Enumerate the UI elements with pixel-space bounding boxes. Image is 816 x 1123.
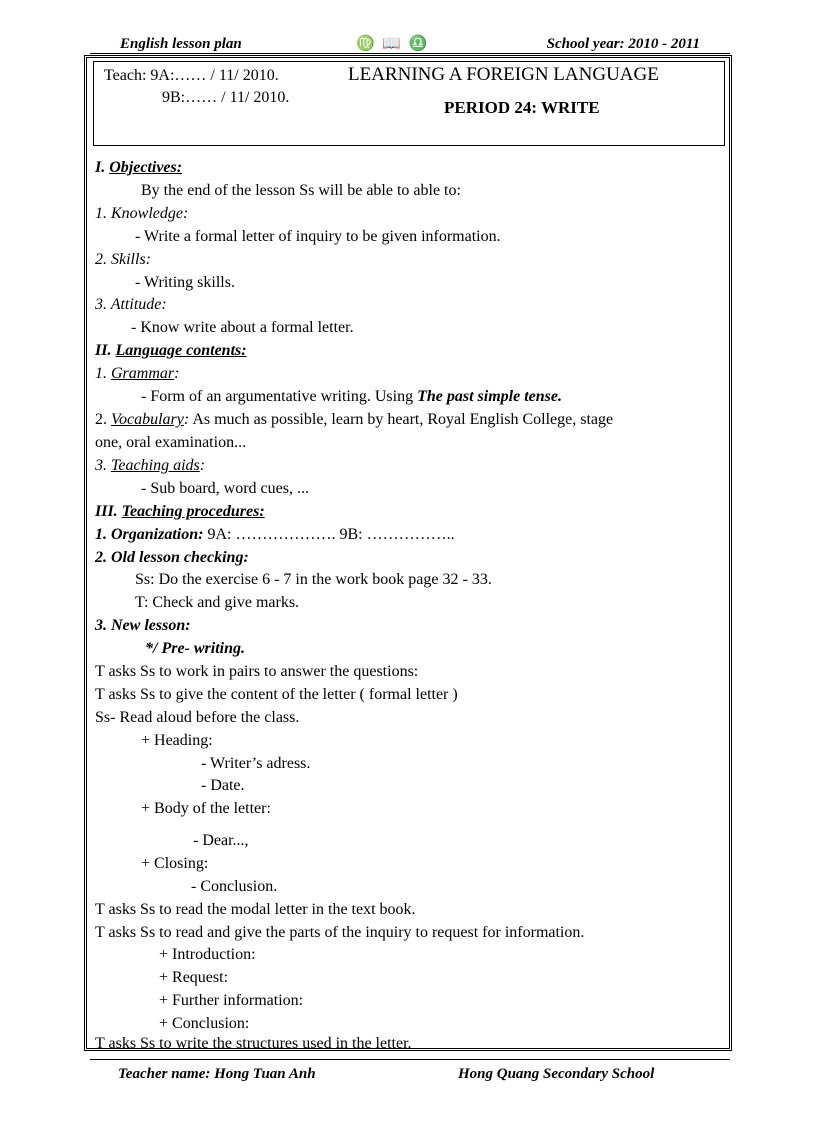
- skills-item: - Writing skills.: [135, 274, 235, 291]
- further-info-item: + Further information:: [159, 992, 304, 1009]
- grammar-item: - Form of an argumentative writing. Using The past simple tense.: [141, 388, 562, 405]
- body-item: + Body of the letter:: [141, 800, 271, 817]
- aids-item: - Sub board, word cues, ...: [141, 480, 309, 497]
- old-lesson-label: 2. Old lesson checking:: [95, 549, 249, 566]
- objectives-heading: I. Objectives:: [95, 159, 183, 176]
- introduction-item: + Introduction:: [159, 946, 256, 963]
- attitude-label: 3. Attitude:: [95, 296, 167, 313]
- pre-writing-line-3: Ss- Read aloud before the class.: [95, 709, 300, 726]
- heading-item: + Heading:: [141, 732, 213, 749]
- vocabulary-line: 2. Vocabulary: As much as possible, learn by heart, Royal English College, stage: [95, 411, 614, 428]
- old-lesson-t: T: Check and give marks.: [135, 594, 300, 611]
- teach-dates: [104, 65, 289, 109]
- language-heading: II. Language contents:: [95, 342, 247, 359]
- lesson-frame: [84, 55, 732, 1051]
- date-item: - Date.: [201, 777, 245, 794]
- organization-line: 1. Organization: 9A: ………………. 9B: ……………..: [95, 526, 455, 543]
- old-lesson-ss: Ss: Do the exercise 6 - 7 in the work book page 32 - 33.: [135, 571, 492, 588]
- skills-label: 2. Skills:: [95, 251, 151, 268]
- aids-label: 3. Teaching aids:: [95, 457, 206, 474]
- teach-9b: 9B:…… / 11/ 2010.: [162, 89, 290, 106]
- objectives-intro: By the end of the lesson Ss will be able to able to:: [141, 182, 461, 199]
- knowledge-item: - Write a formal letter of inquiry to be given information.: [135, 228, 501, 245]
- dear-item: - Dear...,: [193, 832, 249, 849]
- footer-divider: [90, 1059, 730, 1060]
- footer-school: Hong Quang Secondary School: [458, 1066, 655, 1082]
- conclusion-item: - Conclusion.: [191, 878, 278, 895]
- knowledge-label: 1. Knowledge:: [95, 205, 189, 222]
- teach-9a: Teach: 9A:…… / 11/ 2010.: [104, 67, 279, 84]
- closing-item: + Closing:: [141, 855, 209, 872]
- procedures-heading: III. Teaching procedures:: [95, 503, 265, 520]
- footer-teacher: Teacher name: Hong Tuan Anh: [118, 1066, 316, 1082]
- pre-writing-line-1: T asks Ss to work in pairs to answer the questions:: [95, 663, 419, 680]
- title-box: [93, 61, 725, 146]
- lesson-title: LEARNING A FOREIGN LANGUAGE: [348, 64, 659, 85]
- conclusion-part-item: + Conclusion:: [159, 1015, 250, 1032]
- vocabulary-line-2: one, oral examination...: [95, 434, 247, 451]
- header-left: English lesson plan: [120, 36, 242, 52]
- writer-address-item: - Writer’s adress.: [201, 755, 311, 772]
- request-item: + Request:: [159, 969, 229, 986]
- header-symbols: ♍ 📖 ♎: [356, 36, 430, 52]
- structures-line: T asks Ss to write the structures used in the letter.: [95, 1035, 412, 1052]
- period-title: PERIOD 24: WRITE: [444, 98, 600, 117]
- read-model-line: T asks Ss to read the modal letter in the text book.: [95, 901, 416, 918]
- pre-writing-line-2: T asks Ss to give the content of the letter ( formal letter ): [95, 686, 458, 703]
- header-divider: [90, 53, 730, 54]
- pre-writing-label: */ Pre- writing.: [145, 640, 246, 657]
- read-parts-line: T asks Ss to read and give the parts of the inquiry to request for information.: [95, 924, 585, 941]
- new-lesson-label: 3. New lesson:: [95, 617, 191, 634]
- attitude-item: - Know write about a formal letter.: [131, 319, 354, 336]
- header-right: School year: 2010 - 2011: [546, 36, 700, 52]
- grammar-label: 1. Grammar:: [95, 365, 180, 382]
